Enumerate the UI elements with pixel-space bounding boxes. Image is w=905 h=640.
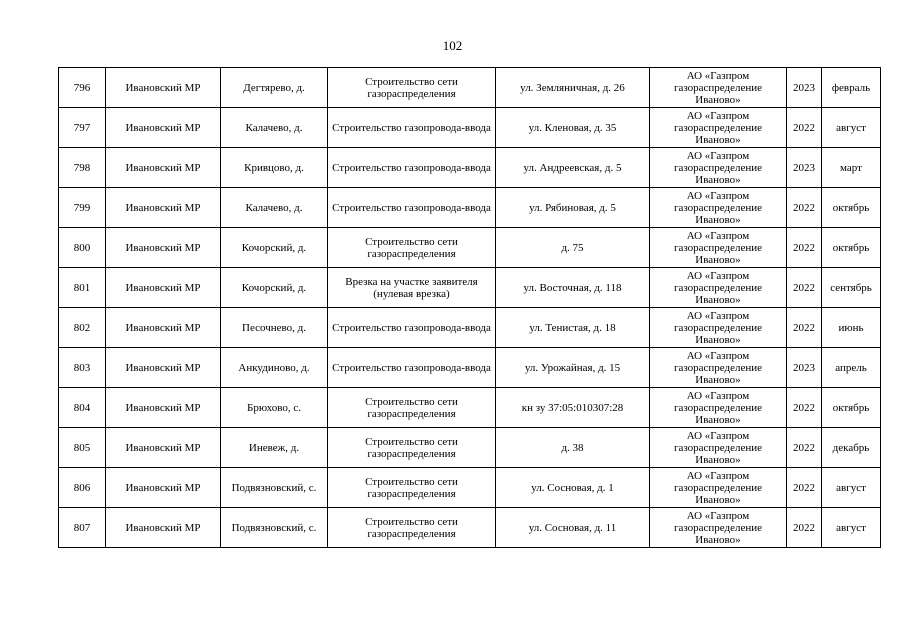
table-row [59,188,881,228]
address-cell: д. 38 [496,428,650,468]
district-cell: Ивановский МР [106,228,221,268]
organization-cell [650,348,787,388]
organization-line: АО «Газпром [686,69,750,82]
district-cell: Ивановский МР [106,268,221,308]
district-cell: Ивановский МР [106,68,221,108]
work-type-cell: Строительство газопровода-ввода [328,308,496,348]
organization-cell [650,468,787,508]
work-type-cell: Строительство газопровода-ввода [328,188,496,228]
table-row [59,108,881,148]
row-number-cell: 802 [59,308,106,348]
year-cell: 2022 [787,468,822,508]
month-cell: декабрь [822,428,881,468]
settlement-cell: Подвязновский, с. [221,468,328,508]
month-cell: октябрь [822,228,881,268]
organization-cell [650,108,787,148]
work-type-cell: Строительство сети газораспределения [328,388,496,428]
organization-cell [650,68,787,108]
organization-line: Иваново» [695,493,741,506]
settlement-cell: Брюхово, с. [221,388,328,428]
organization-line: Иваново» [695,173,741,186]
table-row [59,68,881,108]
organization-line: АО «Газпром [686,109,750,122]
address-cell: д. 75 [496,228,650,268]
year-cell: 2022 [787,228,822,268]
organization-line: АО «Газпром [686,309,750,322]
registry-table-body [59,68,881,548]
settlement-cell: Кочорский, д. [221,268,328,308]
organization-line: газораспределение [673,521,763,534]
row-number-cell: 801 [59,268,106,308]
organization-cell [650,268,787,308]
month-cell: август [822,508,881,548]
month-cell: июнь [822,308,881,348]
settlement-cell: Анкудиново, д. [221,348,328,388]
settlement-cell: Иневеж, д. [221,428,328,468]
address-cell: ул. Урожайная, д. 15 [496,348,650,388]
month-cell: март [822,148,881,188]
page-number: 102 [442,38,463,53]
organization-cell [650,428,787,468]
table-row [59,508,881,548]
work-type-cell: Строительство сети газораспределения [328,68,496,108]
work-type-cell: Строительство газопровода-ввода [328,148,496,188]
registry-table [58,67,881,548]
organization-line: Иваново» [695,93,741,106]
address-cell: ул. Кленовая, д. 35 [496,108,650,148]
district-cell: Ивановский МР [106,348,221,388]
work-type-cell: Строительство сети газораспределения [328,508,496,548]
organization-line: Иваново» [695,253,741,266]
year-cell: 2023 [787,348,822,388]
month-cell: февраль [822,68,881,108]
table-row [59,308,881,348]
settlement-cell: Песочнево, д. [221,308,328,348]
year-cell: 2023 [787,68,822,108]
year-cell: 2022 [787,308,822,348]
organization-line: газораспределение [673,161,763,174]
organization-cell [650,228,787,268]
district-cell: Ивановский МР [106,508,221,548]
work-type-cell: Строительство газопровода-ввода [328,108,496,148]
organization-line: газораспределение [673,441,763,454]
organization-line: газораспределение [673,81,763,94]
settlement-cell: Кочорский, д. [221,228,328,268]
organization-line: газораспределение [673,401,763,414]
organization-line: АО «Газпром [686,509,750,522]
work-type-cell: Строительство газопровода-ввода [328,348,496,388]
organization-line: АО «Газпром [686,269,750,282]
row-number-cell: 796 [59,68,106,108]
year-cell: 2022 [787,428,822,468]
organization-line: Иваново» [695,133,741,146]
work-type-cell: Строительство сети газораспределения [328,468,496,508]
row-number-cell: 800 [59,228,106,268]
organization-cell [650,308,787,348]
month-cell: сентябрь [822,268,881,308]
settlement-cell: Подвязновский, с. [221,508,328,548]
organization-line: газораспределение [673,361,763,374]
organization-line: АО «Газпром [686,149,750,162]
work-type-cell: Строительство сети газораспределения [328,428,496,468]
year-cell: 2022 [787,108,822,148]
table-row [59,468,881,508]
work-type-cell: Врезка на участке заявителя (нулевая врезка) [328,268,496,308]
row-number-cell: 803 [59,348,106,388]
district-cell: Ивановский МР [106,188,221,228]
row-number-cell: 799 [59,188,106,228]
address-cell: ул. Восточная, д. 118 [496,268,650,308]
table-row [59,348,881,388]
year-cell: 2022 [787,388,822,428]
organization-line: АО «Газпром [686,349,750,362]
organization-cell [650,508,787,548]
row-number-cell: 797 [59,108,106,148]
month-cell: октябрь [822,388,881,428]
organization-line: АО «Газпром [686,189,750,202]
row-number-cell: 804 [59,388,106,428]
organization-line: АО «Газпром [686,229,750,242]
row-number-cell: 807 [59,508,106,548]
organization-line: АО «Газпром [686,429,750,442]
year-cell: 2022 [787,188,822,228]
district-cell: Ивановский МР [106,108,221,148]
organization-line: АО «Газпром [686,469,750,482]
district-cell: Ивановский МР [106,468,221,508]
row-number-cell: 798 [59,148,106,188]
organization-line: АО «Газпром [686,389,750,402]
organization-line: газораспределение [673,241,763,254]
organization-cell [650,388,787,428]
organization-line: газораспределение [673,281,763,294]
organization-line: Иваново» [695,453,741,466]
organization-line: Иваново» [695,213,741,226]
year-cell: 2023 [787,148,822,188]
table-row [59,268,881,308]
settlement-cell: Калачево, д. [221,188,328,228]
organization-line: газораспределение [673,321,763,334]
year-cell: 2022 [787,268,822,308]
address-cell: ул. Земляничная, д. 26 [496,68,650,108]
row-number-cell: 805 [59,428,106,468]
settlement-cell: Калачево, д. [221,108,328,148]
address-cell: ул. Рябиновая, д. 5 [496,188,650,228]
table-row [59,148,881,188]
district-cell: Ивановский МР [106,148,221,188]
row-number-cell: 806 [59,468,106,508]
organization-line: Иваново» [695,333,741,346]
address-cell: ул. Тенистая, д. 18 [496,308,650,348]
month-cell: август [822,108,881,148]
district-cell: Ивановский МР [106,388,221,428]
settlement-cell: Кривцово, д. [221,148,328,188]
organization-line: Иваново» [695,413,741,426]
organization-line: газораспределение [673,481,763,494]
address-cell: ул. Сосновая, д. 1 [496,468,650,508]
month-cell: октябрь [822,188,881,228]
organization-cell [650,188,787,228]
organization-line: газораспределение [673,201,763,214]
table-row [59,228,881,268]
address-cell: кн зу 37:05:010307:28 [496,388,650,428]
table-row [59,388,881,428]
organization-line: Иваново» [695,373,741,386]
district-cell: Ивановский МР [106,308,221,348]
table-row [59,428,881,468]
organization-cell [650,148,787,188]
year-cell: 2022 [787,508,822,548]
organization-line: Иваново» [695,293,741,306]
organization-line: Иваново» [695,533,741,546]
address-cell: ул. Сосновая, д. 11 [496,508,650,548]
settlement-cell: Дегтярево, д. [221,68,328,108]
work-type-cell: Строительство сети газораспределения [328,228,496,268]
district-cell: Ивановский МР [106,428,221,468]
organization-line: газораспределение [673,121,763,134]
month-cell: август [822,468,881,508]
month-cell: апрель [822,348,881,388]
address-cell: ул. Андреевская, д. 5 [496,148,650,188]
